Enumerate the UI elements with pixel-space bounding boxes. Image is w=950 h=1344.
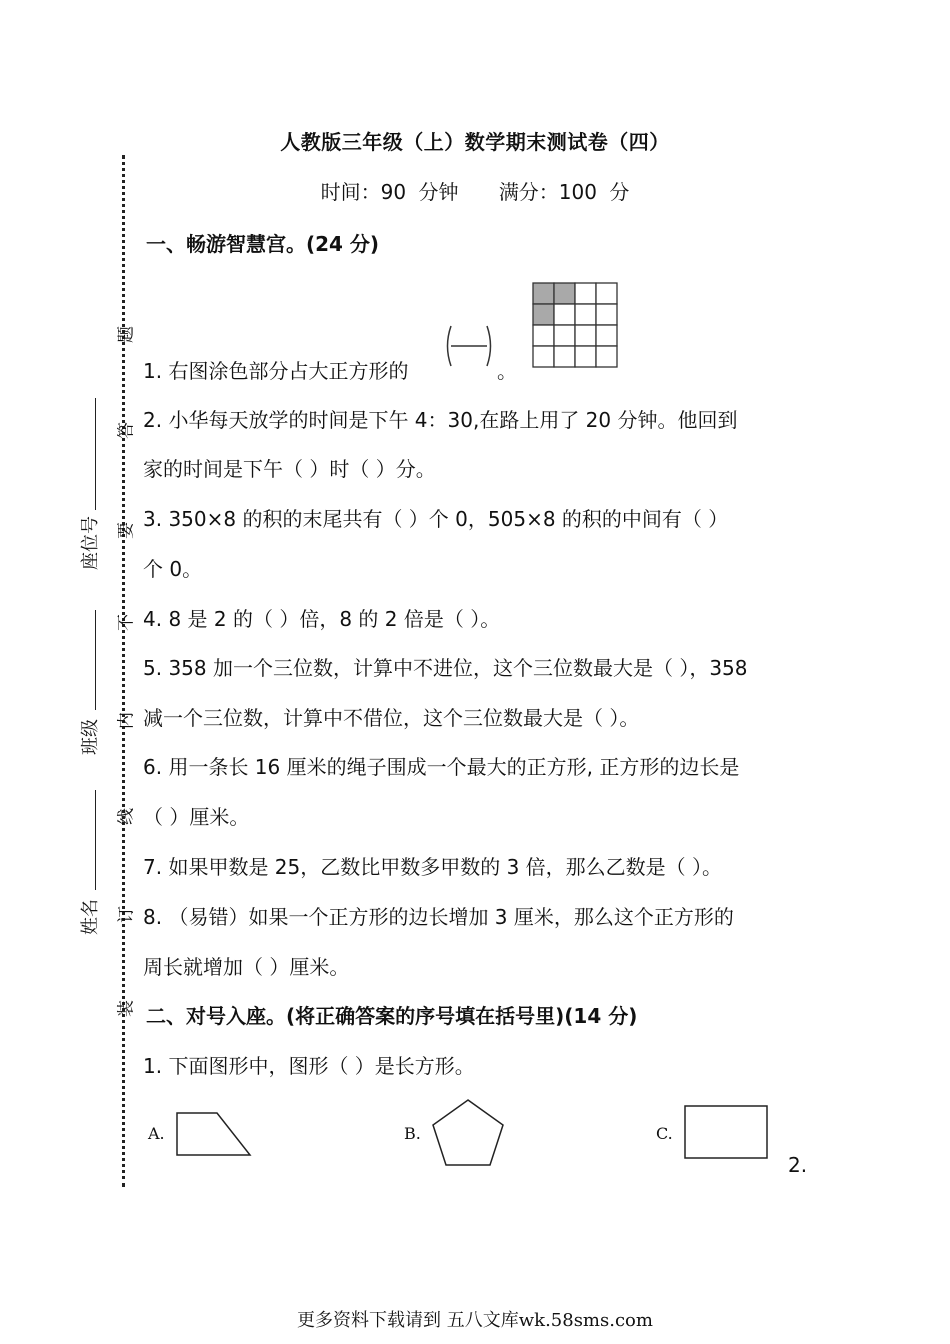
- section-heading-2: 二、对号入座。(将正确答案的序号填在括号里)(14 分): [146, 1004, 638, 1028]
- question-line: 3. 350×8 的积的末尾共有（ ）个 0，505×8 的积的中间有（ ）: [143, 507, 729, 531]
- name-line: [95, 790, 96, 890]
- question-line: 8. （易错）如果一个正方形的边长增加 3 厘米，那么这个正方形的: [143, 905, 734, 929]
- binding-dotted-line: [122, 155, 125, 1187]
- grid-cell: [575, 346, 596, 367]
- grid-cell: [554, 325, 575, 346]
- shaded-grid-figure: [531, 281, 619, 369]
- grid-cell: [596, 283, 617, 304]
- binding-char: 装: [116, 1000, 137, 1017]
- question-1: [143, 355, 408, 384]
- exam-time: 时间：90 分钟: [320, 180, 459, 204]
- shaded-cell: [533, 304, 554, 325]
- question-line: 5. 358 加一个三位数，计算中不进位，这个三位数最大是（ ），358: [143, 656, 748, 680]
- question-line: 家的时间是下午（ ）时（ ）分。: [143, 457, 436, 481]
- exam-score: 满分：100 分: [498, 180, 630, 204]
- question-line: 个 0。: [143, 557, 203, 581]
- grid-cell: [554, 346, 575, 367]
- fraction-blank[interactable]: [443, 322, 495, 370]
- grid-cell: [596, 304, 617, 325]
- rectangle-shape: [683, 1104, 771, 1162]
- option-a-label: A.: [148, 1124, 165, 1143]
- seat-number-label: 座位号: [80, 516, 101, 570]
- grid-cell: [533, 325, 554, 346]
- binding-char: 答: [116, 422, 137, 439]
- grid-cell: [575, 325, 596, 346]
- next-question-number: 2.: [788, 1153, 808, 1177]
- binding-char: 订: [116, 906, 137, 923]
- binding-char: 线: [116, 808, 137, 825]
- question-line: 4. 8 是 2 的（ ）倍，8 的 2 倍是（ ）。: [143, 607, 501, 631]
- class-line: [95, 610, 96, 710]
- grid-cell: [596, 346, 617, 367]
- question-1-end: 。: [497, 359, 517, 383]
- question-2-1: 1. 下面图形中，图形（ ）是长方形。: [143, 1054, 475, 1078]
- shaded-cell: [554, 283, 575, 304]
- question-line: （ ）厘米。: [143, 805, 250, 829]
- question-line: 周长就增加（ ）厘米。: [143, 955, 350, 979]
- exam-info: [0, 176, 950, 205]
- class-label: 班级: [80, 719, 101, 755]
- grid-cell: [554, 304, 575, 325]
- grid-cell: [533, 346, 554, 367]
- option-b-label: B.: [404, 1124, 421, 1143]
- name-label: 姓名: [80, 899, 101, 935]
- seat-number-line: [95, 398, 96, 510]
- binding-char: 要: [116, 522, 137, 539]
- grid-cell: [596, 325, 617, 346]
- question-line: 6. 用一条长 16 厘米的绳子围成一个最大的正方形, 正方形的边长是: [143, 755, 740, 779]
- page-title: 人教版三年级（上）数学期末测试卷（四）: [280, 130, 670, 154]
- question-line: 2. 小华每天放学的时间是下午 4：30,在路上用了 20 分钟。他回到: [143, 408, 738, 432]
- binding-char: 不: [116, 614, 137, 631]
- question-line: 7. 如果甲数是 25，乙数比甲数多甲数的 3 倍，那么乙数是（ ）。: [143, 855, 723, 879]
- grid-cell: [575, 304, 596, 325]
- binding-char: 内: [116, 712, 137, 729]
- section-heading-1: 一、畅游智慧宫。(24 分): [146, 232, 380, 256]
- trapezoid-shape: [174, 1110, 254, 1158]
- question-1-text: 1. 右图涂色部分占大正方形的: [143, 359, 409, 383]
- pentagon-shape: [430, 1097, 506, 1169]
- footer-note: 更多资料下载请到 五八文库wk.58sms.com: [297, 1310, 653, 1331]
- option-c-label: C.: [656, 1124, 673, 1143]
- question-line: 减一个三位数，计算中不借位，这个三位数最大是（ ）。: [143, 706, 640, 730]
- grid-cell: [575, 283, 596, 304]
- shaded-cell: [533, 283, 554, 304]
- binding-char: 题: [116, 326, 137, 343]
